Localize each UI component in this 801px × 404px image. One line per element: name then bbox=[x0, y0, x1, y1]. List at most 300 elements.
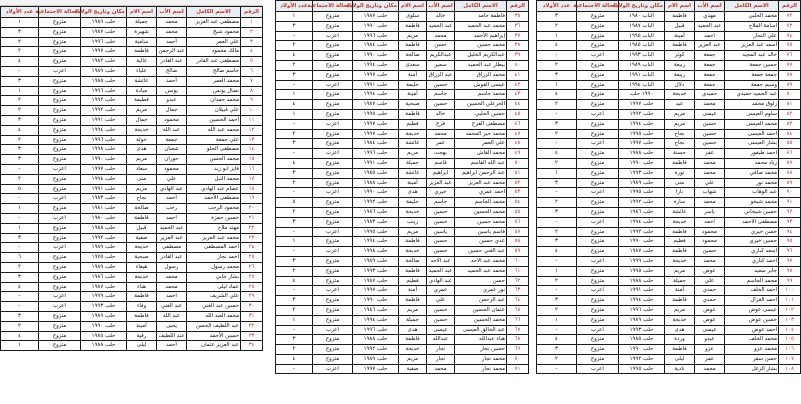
children-count: ٣ bbox=[276, 335, 313, 345]
full-name: حسين عبد الغني bbox=[187, 302, 241, 312]
mother-name: جميلة bbox=[665, 276, 695, 286]
birth-place-date: حلب ١٩٨٧ bbox=[81, 282, 127, 292]
families-table-1 bbox=[0, 6, 263, 351]
mother-name: حسنة bbox=[665, 149, 695, 159]
birth-place-date: الباب ١٩٩٥ bbox=[619, 31, 665, 41]
mother-name: فاطمة bbox=[665, 41, 695, 51]
birth-place-date: حلب ١٩٩٦ bbox=[353, 31, 399, 41]
birth-place-date: حلب ١٩٨٦ bbox=[619, 207, 665, 217]
mother-name: وفاء bbox=[127, 302, 157, 312]
row-number: ٧٥ bbox=[779, 41, 801, 51]
marital-status: متزوج bbox=[313, 109, 353, 119]
father-name: خالد bbox=[427, 12, 455, 22]
full-name: محمد الحسن bbox=[187, 155, 241, 165]
table-row bbox=[1, 184, 263, 194]
marital-status: اعزب bbox=[313, 227, 353, 237]
full-name: محمد الجاسم bbox=[725, 276, 779, 286]
full-name: الخزعلي الحسين bbox=[455, 100, 507, 110]
marital-status: متزوج bbox=[577, 345, 619, 355]
table-header-row bbox=[276, 1, 529, 12]
table-row bbox=[276, 90, 529, 100]
birth-place-date: حلب ١٩٩٦ bbox=[81, 135, 127, 145]
father-name: احمد bbox=[157, 213, 187, 223]
table-row bbox=[1, 145, 263, 155]
marital-status: متزوج bbox=[313, 296, 353, 306]
row-number: ٨١ bbox=[779, 100, 801, 110]
birth-place-date: حلب ١٩٨٣ bbox=[353, 217, 399, 227]
row-number: ٥٢ bbox=[507, 178, 529, 188]
marital-status: متزوج bbox=[39, 331, 81, 341]
full-name: بشار العيسى bbox=[725, 139, 779, 149]
mother-name: كوثر bbox=[665, 51, 695, 61]
full-name: محمد خير المحمد bbox=[455, 129, 507, 139]
birth-place-date: حلب ١٩٩٥ bbox=[619, 188, 665, 198]
father-name: حميدي bbox=[695, 90, 725, 100]
children-count: - bbox=[276, 286, 313, 296]
full-name: حسين نجار bbox=[455, 345, 507, 355]
mother-name: فطيم bbox=[399, 276, 427, 286]
marital-status: متزوج bbox=[577, 315, 619, 325]
full-name: علي العمر bbox=[187, 37, 241, 47]
table-row bbox=[1, 155, 263, 165]
full-name: عدي حسين bbox=[455, 237, 507, 247]
mother-name: صالحة bbox=[399, 51, 427, 61]
children-count: - bbox=[537, 256, 577, 266]
marital-status: اعزب bbox=[313, 247, 353, 257]
mother-name: فاطمة bbox=[127, 311, 157, 321]
table-row bbox=[537, 335, 801, 345]
birth-place-date: حلب ١٩٩٣ bbox=[619, 325, 665, 335]
marital-status: متزوج bbox=[577, 296, 619, 306]
father-name: محمود bbox=[157, 115, 187, 125]
header-num: الرقم bbox=[779, 1, 801, 12]
father-name: سمير bbox=[427, 60, 455, 70]
table-row bbox=[537, 198, 801, 208]
full-name: محمد الرزاق bbox=[455, 70, 507, 80]
row-number: ٣٣ bbox=[241, 331, 263, 341]
children-count: ٤ bbox=[276, 158, 313, 168]
father-name: محمود bbox=[695, 237, 725, 247]
mother-name: فاطمة bbox=[399, 21, 427, 31]
mother-name: هيفاء bbox=[127, 262, 157, 272]
birth-place-date: حلب ١٩٨٨ bbox=[353, 335, 399, 345]
children-count: ٣ bbox=[537, 237, 577, 247]
table-row bbox=[1, 292, 263, 302]
children-count: ٢ bbox=[1, 321, 39, 331]
row-number: ٢٩ bbox=[241, 292, 263, 302]
mother-name: آمنة bbox=[665, 286, 695, 296]
full-name: عبد الوهاب bbox=[725, 188, 779, 198]
header-mother: اسم الام bbox=[665, 1, 695, 12]
mother-name: حليمة bbox=[399, 80, 427, 90]
full-name: محمد الخلف bbox=[725, 335, 779, 345]
father-name: حوران bbox=[157, 155, 187, 165]
birth-place-date: حلب ١٩٨٩ bbox=[81, 243, 127, 253]
mother-name: عائشة bbox=[127, 76, 157, 86]
row-number: ٢٥ bbox=[241, 253, 263, 263]
row-number: ٤٣ bbox=[507, 90, 529, 100]
mother-name: أمينة bbox=[127, 321, 157, 331]
children-count: - bbox=[537, 217, 577, 227]
mother-name: مريم bbox=[127, 184, 157, 194]
mother-name: مريم bbox=[399, 354, 427, 364]
header-birth: مكان وتاريخ الولادة bbox=[81, 7, 127, 18]
children-count: ٣ bbox=[276, 296, 313, 306]
children-count: ٢ bbox=[537, 158, 577, 168]
table-row bbox=[276, 31, 529, 41]
full-name: أسعد عبد العزيز bbox=[725, 41, 779, 51]
table-row bbox=[537, 21, 801, 31]
full-name: احمد عمري bbox=[455, 188, 507, 198]
full-name: محمد الحلبي bbox=[725, 12, 779, 22]
row-number: ١٦ bbox=[241, 164, 263, 174]
children-count: ٤ bbox=[1, 125, 39, 135]
row-number: ٤٤ bbox=[507, 100, 529, 110]
full-name: عماد ليلى bbox=[187, 282, 241, 292]
birth-place-date: حلب ١٩٨٨ bbox=[619, 149, 665, 159]
table-row bbox=[1, 243, 263, 253]
marital-status: اعزب bbox=[39, 292, 81, 302]
children-count: ٢ bbox=[1, 262, 39, 272]
marital-status: متزوج bbox=[313, 305, 353, 315]
marital-status: متزوج bbox=[313, 168, 353, 178]
marital-status: متزوج bbox=[39, 174, 81, 184]
children-count: ٣ bbox=[1, 272, 39, 282]
row-number: ٧٤ bbox=[779, 31, 801, 41]
full-name: عيسى القوش bbox=[455, 80, 507, 90]
mother-name: نجاح bbox=[665, 139, 695, 149]
birth-place-date: حلب ١٩٩١ bbox=[353, 158, 399, 168]
children-count: ١ bbox=[537, 80, 577, 90]
mother-name: آمنة bbox=[399, 70, 427, 80]
father-name: عوض bbox=[695, 315, 725, 325]
birth-place-date: حلب ١٩٩٨ bbox=[81, 145, 127, 155]
birth-place-date: حلب ١٩٨٩ bbox=[619, 178, 665, 188]
children-count: - bbox=[1, 292, 39, 302]
marital-status: متزوج bbox=[577, 60, 619, 70]
father-name: جاسم bbox=[427, 198, 455, 208]
table-row bbox=[276, 237, 529, 247]
full-name: محمد القاش bbox=[455, 149, 507, 159]
birth-place-date: حلب ١٩٩٧ bbox=[353, 119, 399, 129]
father-name: عيسى bbox=[695, 109, 725, 119]
row-number: ٣٥ bbox=[507, 12, 529, 22]
mother-name: فطيمة bbox=[127, 96, 157, 106]
birth-place-date: حلب ١٩٩٧ bbox=[353, 286, 399, 296]
birth-place-date: حلب ١٩٧٥ bbox=[81, 253, 127, 263]
table-row bbox=[537, 354, 801, 364]
mother-name: مريم bbox=[127, 155, 157, 165]
father-name: مهدي bbox=[695, 12, 725, 22]
row-number: ٩٠ bbox=[779, 188, 801, 198]
birth-place-date: حلب ١٩٩٠ bbox=[619, 237, 665, 247]
marital-status: متزوج bbox=[313, 70, 353, 80]
table-row bbox=[276, 335, 529, 345]
full-name: اسعد كباري bbox=[725, 247, 779, 257]
full-name: محمد عبد الحميد bbox=[455, 21, 507, 31]
father-name: حسين bbox=[695, 129, 725, 139]
birth-place-date: حلب ١٩٩٠ bbox=[81, 321, 127, 331]
father-name: احمد bbox=[157, 292, 187, 302]
full-name: مصطفى الأحمد bbox=[187, 194, 241, 204]
table-row bbox=[537, 70, 801, 80]
row-number: ٢٧ bbox=[241, 272, 263, 282]
table-row bbox=[1, 86, 263, 96]
row-number: ١٤ bbox=[241, 145, 263, 155]
full-name: محمد رسول bbox=[187, 262, 241, 272]
mother-name: فاطمة bbox=[399, 296, 427, 306]
father-name: محمد bbox=[695, 256, 725, 266]
row-number: ٩٣ bbox=[779, 217, 801, 227]
children-count: ٤ bbox=[537, 335, 577, 345]
mother-name: صبحية bbox=[399, 100, 427, 110]
marital-status: متزوج bbox=[39, 135, 81, 145]
father-name: حسين bbox=[427, 315, 455, 325]
father-name: عيسى bbox=[427, 325, 455, 335]
full-name: احمد كباري bbox=[725, 256, 779, 266]
row-number: ٢٢ bbox=[241, 223, 263, 233]
full-name: حسن bbox=[455, 276, 507, 286]
full-name: عبد الرحمن bbox=[455, 296, 507, 306]
birth-place-date: حلب ١٩٩١ bbox=[81, 184, 127, 194]
children-count: - bbox=[276, 31, 313, 41]
mother-name: هدى bbox=[127, 145, 157, 155]
children-count: - bbox=[276, 119, 313, 129]
father-name: محمد bbox=[427, 364, 455, 374]
birth-place-date: حلب ١٩٩٣ bbox=[353, 266, 399, 276]
birth-place-date: حلب ١٩٨٧ bbox=[619, 247, 665, 257]
row-number: ٨٣ bbox=[779, 119, 801, 129]
birth-place-date: حلب ١٩٩٩ bbox=[619, 256, 665, 266]
table-row bbox=[537, 12, 801, 22]
birth-place-date: حلب ١٩٩٢ bbox=[619, 198, 665, 208]
full-name: بيطار عبد الحميد bbox=[455, 60, 507, 70]
row-number: ٥٤ bbox=[507, 198, 529, 208]
full-name: احمد نجار bbox=[187, 253, 241, 263]
table-row bbox=[1, 37, 263, 47]
row-number: ١٠٢ bbox=[779, 305, 801, 315]
table-row bbox=[537, 227, 801, 237]
table-row bbox=[1, 311, 263, 321]
mother-name: سعاد bbox=[127, 164, 157, 174]
birth-place-date: حلب ١٩٩٠ bbox=[353, 51, 399, 61]
father-name: عبد الله bbox=[157, 311, 187, 321]
children-count: ٣ bbox=[537, 207, 577, 217]
birth-place-date: حلب ١٩٩٥ bbox=[619, 364, 665, 374]
children-count: - bbox=[537, 364, 577, 374]
header-mother: اسم الام bbox=[127, 7, 157, 18]
marital-status: اعزب bbox=[577, 139, 619, 149]
marital-status: متزوج bbox=[577, 21, 619, 31]
row-number: ٨٧ bbox=[779, 158, 801, 168]
row-number: ٧ bbox=[241, 76, 263, 86]
full-name: محمد الحسين bbox=[455, 207, 507, 217]
table-row bbox=[276, 21, 529, 31]
marital-status: متزوج bbox=[39, 155, 81, 165]
table-row bbox=[276, 70, 529, 80]
table-row bbox=[537, 256, 801, 266]
father-name: محمد bbox=[695, 364, 725, 374]
children-count: ٢ bbox=[537, 227, 577, 237]
birth-place-date: حلب ١٩٨٢ bbox=[81, 57, 127, 67]
children-count: ٤ bbox=[537, 149, 577, 159]
children-count: - bbox=[1, 243, 39, 253]
header-children: عدد الأولاد bbox=[537, 1, 577, 12]
table-row bbox=[537, 296, 801, 306]
marital-status: متزوج bbox=[313, 198, 353, 208]
row-number: ١١ bbox=[241, 115, 263, 125]
table-row bbox=[537, 90, 801, 100]
marital-status: متزوج bbox=[577, 149, 619, 159]
birth-place-date: حلب ١٩٨٨ bbox=[353, 178, 399, 188]
children-count: ٣ bbox=[276, 256, 313, 266]
birth-place-date: حلب ١٩٩١ bbox=[619, 286, 665, 296]
table-row bbox=[276, 227, 529, 237]
children-count: ٣ bbox=[276, 70, 313, 80]
father-name: عيدو bbox=[695, 335, 725, 345]
table-row bbox=[276, 325, 529, 335]
children-count: ٢ bbox=[537, 100, 577, 110]
table-row bbox=[276, 276, 529, 286]
row-number: ٢٦ bbox=[241, 262, 263, 272]
row-number: ٦٨ bbox=[507, 335, 529, 345]
children-count: - bbox=[1, 302, 39, 312]
children-count: ٤ bbox=[276, 276, 313, 286]
father-name: محمد bbox=[427, 31, 455, 41]
full-name: أحمد الحسين bbox=[187, 115, 241, 125]
father-name: جمال bbox=[157, 106, 187, 116]
table-row bbox=[1, 115, 263, 125]
marital-status: متزوج bbox=[577, 100, 619, 110]
full-name: زياد محمد bbox=[725, 158, 779, 168]
birth-place-date: حلب ١٩٩٧ bbox=[81, 164, 127, 174]
full-name: نور عمري bbox=[455, 286, 507, 296]
table-row bbox=[537, 305, 801, 315]
father-name: محمود bbox=[695, 227, 725, 237]
table-row bbox=[1, 18, 263, 28]
row-number: ٧٨ bbox=[779, 70, 801, 80]
mother-name: مريم bbox=[665, 305, 695, 315]
row-number: ١٨ bbox=[241, 184, 263, 194]
full-name: حسين شيخاني bbox=[725, 207, 779, 217]
children-count: ٤ bbox=[276, 100, 313, 110]
row-number: ٦١ bbox=[507, 266, 529, 276]
mother-name: شهيرة bbox=[127, 27, 157, 37]
marital-status: متزوج bbox=[313, 237, 353, 247]
full-name: محمد الجاسم bbox=[455, 198, 507, 208]
table-row bbox=[537, 207, 801, 217]
full-name: قاسم ياسين bbox=[455, 227, 507, 237]
table-row bbox=[276, 256, 529, 266]
father-name: عبد الحميد bbox=[695, 21, 725, 31]
birth-place-date: حلب ١٩٩٥ bbox=[619, 266, 665, 276]
birth-place-date: حلب ١٩٩١ bbox=[81, 115, 127, 125]
row-number: ٩٢ bbox=[779, 207, 801, 217]
row-number: ٤١ bbox=[507, 70, 529, 80]
father-name: خالد bbox=[427, 109, 455, 119]
row-number: ٥٧ bbox=[507, 227, 529, 237]
table-row bbox=[537, 286, 801, 296]
row-number: ٨٤ bbox=[779, 129, 801, 139]
mother-name: هدى bbox=[665, 325, 695, 335]
children-count: - bbox=[1, 66, 39, 76]
father-name: جاسم bbox=[427, 90, 455, 100]
mother-name: صبحية bbox=[127, 253, 157, 263]
table-row bbox=[276, 217, 529, 227]
birth-place-date: حلب ١٩٨٦ bbox=[81, 272, 127, 282]
row-number: ٩٤ bbox=[779, 227, 801, 237]
birth-place-date: حلب ١٩٩٨ bbox=[353, 247, 399, 257]
children-count: - bbox=[537, 286, 577, 296]
marital-status: متزوج bbox=[39, 341, 81, 351]
row-number: ٦٣ bbox=[507, 286, 529, 296]
birth-place-date: حلب ١٩٩٤ bbox=[353, 90, 399, 100]
birth-place-date: حلب ١٩٩٤ bbox=[619, 217, 665, 227]
mother-name: فاطمة bbox=[399, 109, 427, 119]
father-name: جمعة bbox=[695, 51, 725, 61]
table-row bbox=[276, 188, 529, 198]
row-number: ٣٩ bbox=[507, 51, 529, 61]
row-number: ٦٧ bbox=[507, 325, 529, 335]
row-number: ٣٠ bbox=[241, 302, 263, 312]
children-count: ٢ bbox=[1, 96, 39, 106]
children-count: - bbox=[276, 247, 313, 257]
table-row bbox=[537, 217, 801, 227]
father-name: خيري bbox=[427, 188, 455, 198]
father-name: علي bbox=[695, 178, 725, 188]
children-count: ٣ bbox=[1, 76, 39, 86]
table-row bbox=[1, 262, 263, 272]
mother-name: فطيم bbox=[665, 237, 695, 247]
full-name: محمد النبل bbox=[187, 174, 241, 184]
full-name: محمد عبد العزيز bbox=[187, 233, 241, 243]
birth-place-date: حلب ١٩٩٠ bbox=[81, 155, 127, 165]
full-name: بشار الزغل bbox=[725, 364, 779, 374]
marital-status: اعزب bbox=[577, 256, 619, 266]
row-number: ٥٨ bbox=[507, 237, 529, 247]
mother-name: مريم bbox=[665, 119, 695, 129]
full-name: حسين الأحمد bbox=[187, 331, 241, 341]
row-number: ٦٤ bbox=[507, 296, 529, 306]
full-name: حسين عوض bbox=[725, 315, 779, 325]
table-row bbox=[537, 188, 801, 198]
children-count: ٢ bbox=[1, 135, 39, 145]
birth-place-date: حلب ١٩٩٧ bbox=[619, 139, 665, 149]
children-count: - bbox=[276, 227, 313, 237]
marital-status: اعزب bbox=[39, 194, 81, 204]
father-name: يحيى bbox=[157, 321, 187, 331]
mother-name: خديجة bbox=[665, 90, 695, 100]
father-name: حسين bbox=[427, 237, 455, 247]
table-row bbox=[1, 125, 263, 135]
marital-status: متزوج bbox=[39, 57, 81, 67]
marital-status: متزوج bbox=[39, 311, 81, 321]
table-row bbox=[1, 194, 263, 204]
mother-name: مريم bbox=[665, 109, 695, 119]
marital-status: اعزب bbox=[577, 364, 619, 374]
mother-name: سعدى bbox=[399, 60, 427, 70]
marital-status: متزوج bbox=[577, 158, 619, 168]
mother-name: سامية bbox=[127, 37, 157, 47]
birth-place-date: حلب ١٩٨٩ bbox=[81, 18, 127, 28]
table-row bbox=[537, 129, 801, 139]
mother-name: أمينة bbox=[399, 178, 427, 188]
table-row bbox=[1, 106, 263, 116]
mother-name: فاطمة bbox=[127, 47, 157, 57]
marital-status: متزوج bbox=[577, 119, 619, 129]
full-name: محمد العمر bbox=[187, 76, 241, 86]
mother-name: خديجة bbox=[665, 315, 695, 325]
